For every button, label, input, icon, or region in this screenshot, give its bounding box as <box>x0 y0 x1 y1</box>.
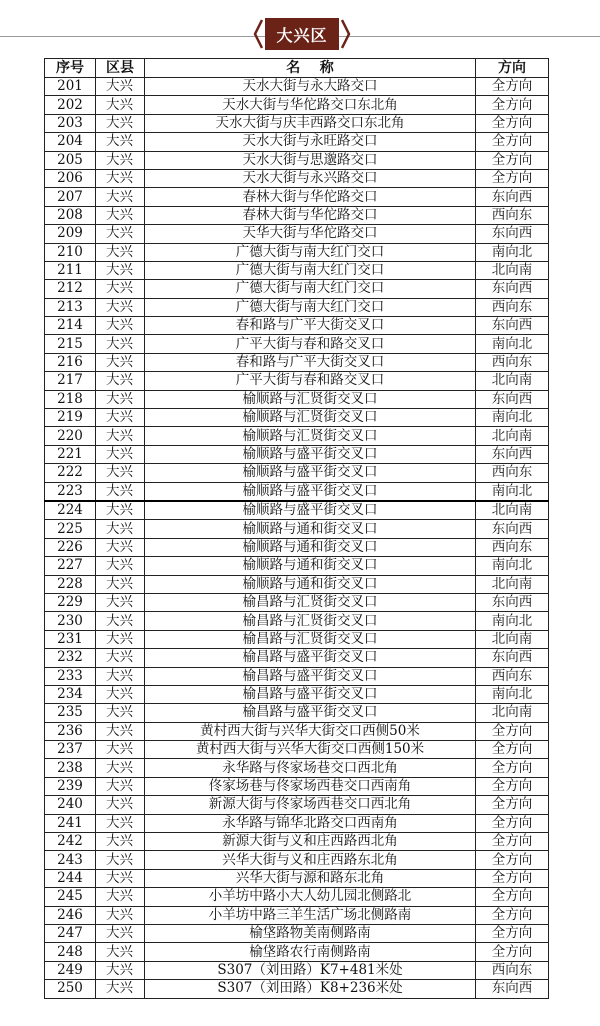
table-row <box>45 575 549 593</box>
cell-direction: 全方向 <box>476 814 549 832</box>
cell-district: 大兴 <box>96 520 145 538</box>
table-row <box>45 464 549 482</box>
cell-district: 大兴 <box>96 593 145 611</box>
cell-direction: 西向东 <box>476 353 549 371</box>
cell-name: 永华路与锦华北路交口西南角 <box>145 814 476 832</box>
cell-no: 217 <box>45 372 96 390</box>
cell-direction: 全方向 <box>476 169 549 187</box>
cell-direction: 全方向 <box>476 114 549 132</box>
cell-no: 214 <box>45 317 96 335</box>
table-row <box>45 943 549 961</box>
cell-direction: 东向西 <box>476 317 549 335</box>
cell-district: 大兴 <box>96 482 145 501</box>
cell-no: 201 <box>45 78 96 96</box>
cell-name: 榆顺路与盛平街交叉口 <box>145 445 476 463</box>
cell-direction: 北向南 <box>476 630 549 648</box>
cell-district: 大兴 <box>96 409 145 427</box>
table-row <box>45 96 549 114</box>
cell-no: 225 <box>45 520 96 538</box>
cell-no: 212 <box>45 280 96 298</box>
cell-direction: 东向西 <box>476 980 549 998</box>
cell-district: 大兴 <box>96 943 145 961</box>
cell-district: 大兴 <box>96 114 145 132</box>
cell-direction: 东向西 <box>476 520 549 538</box>
cell-name: 春和路与广平大街交叉口 <box>145 317 476 335</box>
header-no: 序号 <box>45 59 96 78</box>
chevron-left-icon <box>253 18 263 50</box>
cell-name: 天华大街与华佗路交口 <box>145 225 476 243</box>
cell-no: 210 <box>45 243 96 261</box>
cell-district: 大兴 <box>96 390 145 408</box>
cell-name: 永华路与佟家场巷交口西北角 <box>145 759 476 777</box>
cell-no: 230 <box>45 612 96 630</box>
cell-name: 新源大街与义和庄西路西北角 <box>145 833 476 851</box>
cell-direction: 全方向 <box>476 833 549 851</box>
cell-district: 大兴 <box>96 833 145 851</box>
cell-name: 春和路与广平大街交叉口 <box>145 353 476 371</box>
table-row <box>45 427 549 445</box>
table-row <box>45 390 549 408</box>
cell-direction: 全方向 <box>476 722 549 740</box>
cell-direction: 全方向 <box>476 759 549 777</box>
table-row <box>45 243 549 261</box>
cell-no: 250 <box>45 980 96 998</box>
table-row <box>45 630 549 648</box>
cell-no: 231 <box>45 630 96 648</box>
cell-name: 榆顺路与盛平街交叉口 <box>145 482 476 501</box>
cell-no: 207 <box>45 188 96 206</box>
cell-district: 大兴 <box>96 427 145 445</box>
cell-district: 大兴 <box>96 612 145 630</box>
table-row <box>45 538 549 556</box>
cell-district: 大兴 <box>96 225 145 243</box>
table-row <box>45 704 549 722</box>
cell-no: 223 <box>45 482 96 501</box>
cell-name: 小羊坊中路三羊生活广场北侧路南 <box>145 906 476 924</box>
table-row <box>45 722 549 740</box>
cell-district: 大兴 <box>96 206 145 224</box>
cell-direction: 东向西 <box>476 593 549 611</box>
cell-direction: 全方向 <box>476 851 549 869</box>
cell-no: 240 <box>45 796 96 814</box>
cell-district: 大兴 <box>96 353 145 371</box>
table-row <box>45 924 549 942</box>
cell-direction: 全方向 <box>476 78 549 96</box>
cell-direction: 西向东 <box>476 667 549 685</box>
table-row <box>45 888 549 906</box>
cell-no: 234 <box>45 685 96 703</box>
cell-name: 天水大街与华佗路交口东北角 <box>145 96 476 114</box>
table-row <box>45 261 549 279</box>
cell-no: 218 <box>45 390 96 408</box>
cell-district: 大兴 <box>96 96 145 114</box>
cell-no: 220 <box>45 427 96 445</box>
cell-district: 大兴 <box>96 78 145 96</box>
header-name: 名 称 <box>145 59 476 78</box>
cell-name: 佟家场巷与佟家场西巷交口西南角 <box>145 777 476 795</box>
cell-direction: 全方向 <box>476 133 549 151</box>
table-row <box>45 869 549 887</box>
section-badge <box>253 14 351 54</box>
cell-no: 243 <box>45 851 96 869</box>
cell-no: 239 <box>45 777 96 795</box>
cell-name: 兴华大街与义和庄西路东北角 <box>145 851 476 869</box>
table-row <box>45 445 549 463</box>
cell-district: 大兴 <box>96 317 145 335</box>
cell-name: 天水大街与思邈路交口 <box>145 151 476 169</box>
cell-district: 大兴 <box>96 906 145 924</box>
cell-direction: 全方向 <box>476 924 549 942</box>
cell-direction: 东向西 <box>476 280 549 298</box>
cell-district: 大兴 <box>96 243 145 261</box>
table-row <box>45 557 549 575</box>
cell-direction: 东向西 <box>476 445 549 463</box>
cell-no: 236 <box>45 722 96 740</box>
table-row <box>45 833 549 851</box>
cell-direction: 南向北 <box>476 685 549 703</box>
cell-direction: 南向北 <box>476 409 549 427</box>
cell-district: 大兴 <box>96 372 145 390</box>
table-row <box>45 353 549 371</box>
cell-name: 广德大街与南大红门交口 <box>145 280 476 298</box>
cell-no: 219 <box>45 409 96 427</box>
cell-direction: 东向西 <box>476 225 549 243</box>
cell-name: 兴华大街与源和路东北角 <box>145 869 476 887</box>
table-row <box>45 188 549 206</box>
cell-no: 242 <box>45 833 96 851</box>
cell-direction: 西向东 <box>476 464 549 482</box>
cell-district: 大兴 <box>96 151 145 169</box>
table-row <box>45 501 549 520</box>
cell-district: 大兴 <box>96 501 145 520</box>
cell-district: 大兴 <box>96 685 145 703</box>
table-row <box>45 814 549 832</box>
table-row <box>45 851 549 869</box>
table-row <box>45 409 549 427</box>
cell-direction: 全方向 <box>476 777 549 795</box>
cell-district: 大兴 <box>96 298 145 316</box>
cell-name: 榆顺路与通和街交叉口 <box>145 538 476 556</box>
cell-no: 247 <box>45 924 96 942</box>
cell-district: 大兴 <box>96 575 145 593</box>
cell-no: 204 <box>45 133 96 151</box>
cell-direction: 北向南 <box>476 261 549 279</box>
cell-name: 黄村西大街与兴华大街交口西侧50米 <box>145 722 476 740</box>
cell-direction: 东向西 <box>476 649 549 667</box>
cell-district: 大兴 <box>96 759 145 777</box>
table-row <box>45 741 549 759</box>
cell-direction: 南向北 <box>476 243 549 261</box>
cell-name: 天水大街与庆丰西路交口东北角 <box>145 114 476 132</box>
cell-district: 大兴 <box>96 630 145 648</box>
cell-name: 榆顺路与通和街交叉口 <box>145 557 476 575</box>
cell-direction: 全方向 <box>476 888 549 906</box>
cell-name: 新源大街与佟家场西巷交口西北角 <box>145 796 476 814</box>
cell-name: S307（刘田路）K8+236米处 <box>145 980 476 998</box>
cell-name: 榆昌路与汇贤街交叉口 <box>145 630 476 648</box>
cell-no: 216 <box>45 353 96 371</box>
cell-name: 榆顺路与汇贤街交叉口 <box>145 409 476 427</box>
cell-direction: 南向北 <box>476 612 549 630</box>
location-table-container <box>44 58 549 999</box>
cell-name: 榆昌路与汇贤街交叉口 <box>145 593 476 611</box>
cell-district: 大兴 <box>96 888 145 906</box>
cell-no: 246 <box>45 906 96 924</box>
cell-no: 227 <box>45 557 96 575</box>
cell-district: 大兴 <box>96 980 145 998</box>
cell-no: 202 <box>45 96 96 114</box>
cell-name: 春林大街与华佗路交口 <box>145 188 476 206</box>
table-row <box>45 335 549 353</box>
cell-no: 229 <box>45 593 96 611</box>
table-row <box>45 114 549 132</box>
table-row <box>45 225 549 243</box>
table-row <box>45 612 549 630</box>
cell-no: 209 <box>45 225 96 243</box>
table-row <box>45 796 549 814</box>
cell-direction: 北向南 <box>476 427 549 445</box>
cell-district: 大兴 <box>96 188 145 206</box>
cell-no: 203 <box>45 114 96 132</box>
cell-no: 248 <box>45 943 96 961</box>
table-row <box>45 906 549 924</box>
table-row <box>45 593 549 611</box>
cell-name: 小羊坊中路小大人幼儿园北侧路北 <box>145 888 476 906</box>
cell-district: 大兴 <box>96 814 145 832</box>
cell-direction: 西向东 <box>476 961 549 979</box>
cell-district: 大兴 <box>96 538 145 556</box>
cell-name: 榆顺路与汇贤街交叉口 <box>145 427 476 445</box>
cell-name: 榆顺路与盛平街交叉口 <box>145 501 476 520</box>
table-row <box>45 78 549 96</box>
cell-no: 238 <box>45 759 96 777</box>
cell-district: 大兴 <box>96 777 145 795</box>
cell-direction: 南向北 <box>476 557 549 575</box>
table-row <box>45 206 549 224</box>
cell-name: 榆顺路与汇贤街交叉口 <box>145 390 476 408</box>
cell-district: 大兴 <box>96 924 145 942</box>
table-row <box>45 298 549 316</box>
cell-name: 春林大街与华佗路交口 <box>145 206 476 224</box>
cell-name: 天水大街与永兴路交口 <box>145 169 476 187</box>
cell-district: 大兴 <box>96 445 145 463</box>
cell-name: 榆昌路与盛平街交叉口 <box>145 704 476 722</box>
cell-district: 大兴 <box>96 649 145 667</box>
cell-no: 213 <box>45 298 96 316</box>
cell-no: 228 <box>45 575 96 593</box>
table-row <box>45 759 549 777</box>
table-row <box>45 151 549 169</box>
table-row <box>45 777 549 795</box>
cell-no: 241 <box>45 814 96 832</box>
cell-name: 榆垡路农行南侧路南 <box>145 943 476 961</box>
cell-district: 大兴 <box>96 796 145 814</box>
cell-direction: 全方向 <box>476 96 549 114</box>
cell-district: 大兴 <box>96 869 145 887</box>
cell-name: 榆顺路与盛平街交叉口 <box>145 464 476 482</box>
table-row <box>45 685 549 703</box>
cell-direction: 东向西 <box>476 188 549 206</box>
cell-district: 大兴 <box>96 667 145 685</box>
cell-no: 244 <box>45 869 96 887</box>
cell-name: 榆昌路与汇贤街交叉口 <box>145 612 476 630</box>
table-row <box>45 372 549 390</box>
table-row <box>45 169 549 187</box>
cell-no: 233 <box>45 667 96 685</box>
section-title: 大兴区 <box>265 18 339 50</box>
table-row <box>45 649 549 667</box>
cell-no: 205 <box>45 151 96 169</box>
table-row <box>45 520 549 538</box>
cell-direction: 全方向 <box>476 943 549 961</box>
cell-direction: 全方向 <box>476 869 549 887</box>
cell-district: 大兴 <box>96 261 145 279</box>
cell-name: 榆顺路与通和街交叉口 <box>145 520 476 538</box>
table-row <box>45 317 549 335</box>
cell-name: 广平大街与春和路交叉口 <box>145 335 476 353</box>
cell-no: 211 <box>45 261 96 279</box>
table-row <box>45 667 549 685</box>
table-row <box>45 961 549 979</box>
cell-no: 206 <box>45 169 96 187</box>
cell-direction: 南向北 <box>476 335 549 353</box>
cell-name: 天水大街与永旺路交口 <box>145 133 476 151</box>
cell-direction: 西向东 <box>476 538 549 556</box>
cell-no: 249 <box>45 961 96 979</box>
cell-district: 大兴 <box>96 133 145 151</box>
cell-no: 208 <box>45 206 96 224</box>
header-direction: 方向 <box>476 59 549 78</box>
header-district: 区县 <box>96 59 145 78</box>
cell-direction: 全方向 <box>476 906 549 924</box>
cell-district: 大兴 <box>96 961 145 979</box>
cell-direction: 北向南 <box>476 501 549 520</box>
cell-no: 221 <box>45 445 96 463</box>
table-row <box>45 482 549 501</box>
chevron-right-icon <box>341 18 351 50</box>
cell-district: 大兴 <box>96 280 145 298</box>
cell-direction: 西向东 <box>476 206 549 224</box>
cell-direction: 南向北 <box>476 482 549 501</box>
cell-name: 广德大街与南大红门交口 <box>145 261 476 279</box>
cell-name: 黄村西大街与兴华大街交口西侧150米 <box>145 741 476 759</box>
cell-no: 237 <box>45 741 96 759</box>
cell-district: 大兴 <box>96 464 145 482</box>
cell-name: 天水大街与永大路交口 <box>145 78 476 96</box>
cell-no: 224 <box>45 501 96 520</box>
cell-district: 大兴 <box>96 741 145 759</box>
cell-district: 大兴 <box>96 851 145 869</box>
cell-district: 大兴 <box>96 722 145 740</box>
cell-direction: 东向西 <box>476 390 549 408</box>
table-header-row <box>45 59 549 78</box>
cell-direction: 全方向 <box>476 796 549 814</box>
cell-direction: 北向南 <box>476 575 549 593</box>
cell-district: 大兴 <box>96 557 145 575</box>
cell-name: 榆顺路与通和街交叉口 <box>145 575 476 593</box>
cell-direction: 北向南 <box>476 372 549 390</box>
cell-no: 226 <box>45 538 96 556</box>
cell-direction: 全方向 <box>476 741 549 759</box>
cell-name: 榆昌路与盛平街交叉口 <box>145 667 476 685</box>
cell-name: 广平大街与春和路交叉口 <box>145 372 476 390</box>
cell-direction: 全方向 <box>476 151 549 169</box>
cell-name: 榆垡路物美南侧路南 <box>145 924 476 942</box>
cell-district: 大兴 <box>96 335 145 353</box>
cell-no: 222 <box>45 464 96 482</box>
cell-direction: 西向东 <box>476 298 549 316</box>
cell-name: S307（刘田路）K7+481米处 <box>145 961 476 979</box>
cell-name: 榆昌路与盛平街交叉口 <box>145 685 476 703</box>
location-table <box>44 58 549 999</box>
cell-no: 245 <box>45 888 96 906</box>
table-row <box>45 980 549 998</box>
cell-name: 榆昌路与盛平街交叉口 <box>145 649 476 667</box>
cell-district: 大兴 <box>96 704 145 722</box>
cell-name: 广德大街与南大红门交口 <box>145 243 476 261</box>
cell-direction: 北向南 <box>476 704 549 722</box>
table-row <box>45 133 549 151</box>
cell-no: 215 <box>45 335 96 353</box>
cell-no: 232 <box>45 649 96 667</box>
table-row <box>45 280 549 298</box>
cell-district: 大兴 <box>96 169 145 187</box>
cell-no: 235 <box>45 704 96 722</box>
cell-name: 广德大街与南大红门交口 <box>145 298 476 316</box>
